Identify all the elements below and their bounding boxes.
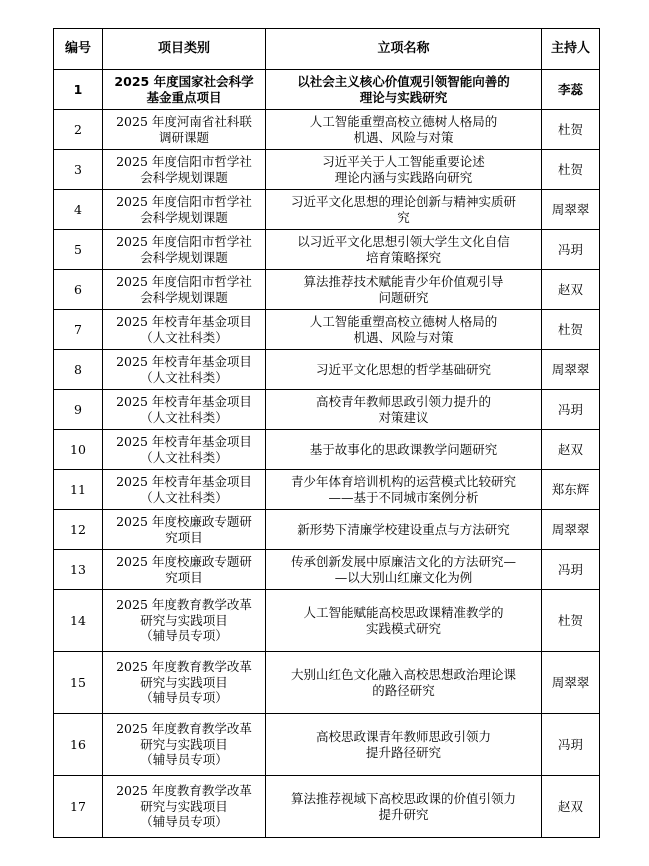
cell-title-line: 实践模式研究 (365, 620, 441, 636)
cell-title-line: 理论内涵与实践路向研究 (334, 169, 473, 185)
cell-category (103, 430, 266, 470)
cell-no: 8 (54, 350, 103, 390)
cell-category-line: 2025 年度校廉政专题研 (116, 554, 252, 569)
table-row (54, 714, 600, 776)
cell-title-line: 提升研究 (378, 806, 429, 822)
cell-title-line: 习近平文化思想的哲学基础研究 (315, 361, 491, 377)
table-row (54, 510, 600, 550)
cell-host: 杜贺 (542, 590, 600, 652)
cell-title-line: 习近平文化思想的理论创新与精神实质研 (290, 194, 516, 209)
cell-category (103, 230, 266, 270)
cell-category-line: 2025 年校青年基金项目 (116, 474, 252, 489)
cell-category-line: 2025 年度校廉政专题研 (116, 514, 252, 529)
cell-host: 杜贺 (542, 150, 600, 190)
cell-category-line: 基金重点项目 (146, 89, 222, 105)
cell-title (266, 150, 542, 190)
cell-no: 12 (54, 510, 103, 550)
cell-no: 17 (54, 776, 103, 838)
cell-title-line: 机遇、风险与对策 (353, 129, 454, 145)
table-row (54, 110, 600, 150)
cell-no: 14 (54, 590, 103, 652)
table-row (54, 270, 600, 310)
cell-no: 2 (54, 110, 103, 150)
cell-title (266, 310, 542, 350)
header-title: 立项名称 (266, 29, 542, 70)
cell-category-line: 究项目 (165, 529, 203, 545)
header-row (54, 29, 600, 70)
cell-host: 杜贺 (542, 110, 600, 150)
header-no: 编号 (54, 29, 103, 70)
cell-category (103, 350, 266, 390)
cell-host: 周翠翠 (542, 190, 600, 230)
cell-title (266, 390, 542, 430)
table-row (54, 230, 600, 270)
cell-title-line: 人工智能赋能高校思政课精准教学的 (303, 605, 504, 620)
cell-category-line: 2025 年校青年基金项目 (116, 314, 252, 329)
table-row (54, 652, 600, 714)
cell-category (103, 776, 266, 838)
projects-table (53, 28, 600, 838)
cell-category-line: 2025 年度信阳市哲学社 (116, 234, 252, 249)
cell-category-line: 2025 年校青年基金项目 (116, 434, 252, 449)
cell-host: 赵双 (542, 776, 600, 838)
table-row (54, 430, 600, 470)
cell-host: 赵双 (542, 270, 600, 310)
cell-category-line: 2025 年度信阳市哲学社 (116, 154, 252, 169)
cell-host: 冯玥 (542, 230, 600, 270)
table-row (54, 470, 600, 510)
cell-category (103, 190, 266, 230)
cell-category-line: 2025 年校青年基金项目 (116, 394, 252, 409)
cell-category-line: （辅导员专项） (140, 690, 228, 706)
cell-title-line: 以习近平文化思想引领大学生文化自信 (297, 234, 510, 249)
cell-category-line: （人文社科类） (140, 409, 228, 425)
cell-category-line: 2025 年度河南省社科联 (116, 114, 252, 129)
cell-title (266, 70, 542, 110)
cell-category-line: 2025 年度国家社会科学 (114, 74, 254, 89)
cell-category (103, 70, 266, 110)
cell-title-line: 算法推荐技术赋能青少年价值观引导 (303, 274, 504, 289)
cell-no: 11 (54, 470, 103, 510)
cell-category-line: 究项目 (165, 569, 203, 585)
cell-title-line: 以社会主义核心价值观引领智能向善的 (297, 74, 510, 89)
cell-category-line: 研究与实践项目 (140, 612, 228, 628)
cell-title-line: 新形势下清廉学校建设重点与方法研究 (297, 521, 510, 537)
cell-category-line: 调研课题 (158, 129, 209, 145)
table-row (54, 590, 600, 652)
cell-title (266, 350, 542, 390)
cell-category-line: （人文社科类） (140, 489, 228, 505)
cell-title (266, 230, 542, 270)
cell-title (266, 190, 542, 230)
cell-no: 4 (54, 190, 103, 230)
cell-no: 3 (54, 150, 103, 190)
cell-category-line: 研究与实践项目 (140, 674, 228, 690)
cell-title-line: 高校思政课青年教师思政引领力 (315, 729, 491, 744)
cell-category-line: 2025 年校青年基金项目 (116, 354, 252, 369)
cell-host: 冯玥 (542, 714, 600, 776)
cell-host: 郑东辉 (542, 470, 600, 510)
cell-no: 1 (54, 70, 103, 110)
table-row (54, 350, 600, 390)
cell-title-line: 的路径研究 (372, 682, 435, 698)
cell-category-line: （辅导员专项） (140, 814, 228, 830)
cell-title-line: 人工智能重塑高校立德树人格局的 (309, 314, 498, 329)
cell-title-line: 究 (397, 209, 410, 225)
table-row (54, 310, 600, 350)
cell-title-line: 习近平关于人工智能重要论述 (322, 154, 485, 169)
cell-category-line: （辅导员专项） (140, 628, 228, 644)
cell-category-line: 2025 年度教育教学改革 (116, 721, 252, 737)
cell-host: 杜贺 (542, 310, 600, 350)
cell-category (103, 550, 266, 590)
cell-title (266, 550, 542, 590)
cell-no: 15 (54, 652, 103, 714)
cell-category (103, 150, 266, 190)
cell-category-line: 2025 年度教育教学改革 (116, 783, 252, 799)
cell-title (266, 110, 542, 150)
table-row (54, 776, 600, 838)
table-row (54, 550, 600, 590)
cell-title (266, 590, 542, 652)
table-row (54, 190, 600, 230)
cell-category-line: 会科学规划课题 (140, 249, 228, 265)
cell-category (103, 270, 266, 310)
cell-category-line: （人文社科类） (140, 449, 228, 465)
cell-category (103, 510, 266, 550)
cell-no: 5 (54, 230, 103, 270)
cell-category-line: 2025 年度教育教学改革 (116, 659, 252, 675)
cell-host: 赵双 (542, 430, 600, 470)
table-row (54, 390, 600, 430)
cell-title (266, 510, 542, 550)
cell-category-line: 2025 年度信阳市哲学社 (116, 194, 252, 209)
cell-host: 李蕊 (542, 70, 600, 110)
cell-no: 6 (54, 270, 103, 310)
cell-title (266, 430, 542, 470)
cell-category-line: （人文社科类） (140, 369, 228, 385)
cell-title-line: 机遇、风险与对策 (353, 329, 454, 345)
cell-title-line: 算法推荐视域下高校思政课的价值引领力 (290, 791, 516, 806)
cell-title-line: 对策建议 (378, 409, 429, 425)
cell-no: 13 (54, 550, 103, 590)
cell-category (103, 714, 266, 776)
cell-title-line: 人工智能重塑高校立德树人格局的 (309, 114, 498, 129)
cell-category-line: 会科学规划课题 (140, 289, 228, 305)
cell-title-line: 青少年体育培训机构的运营模式比较研究 (290, 474, 516, 489)
cell-no: 9 (54, 390, 103, 430)
cell-host: 周翠翠 (542, 652, 600, 714)
cell-title-line: ——基于不同城市案例分析 (328, 489, 479, 505)
cell-title-line: 提升路径研究 (365, 744, 441, 760)
cell-category-line: （辅导员专项） (140, 752, 228, 768)
cell-title (266, 714, 542, 776)
cell-category (103, 390, 266, 430)
cell-title-line: 高校青年教师思政引领力提升的 (315, 394, 491, 409)
cell-title-line: 理论与实践研究 (359, 89, 448, 105)
cell-title-line: —以大别山红廉文化为例 (334, 569, 473, 585)
cell-host: 冯玥 (542, 550, 600, 590)
cell-title-line: 传承创新发展中原廉洁文化的方法研究— (290, 554, 516, 569)
cell-host: 周翠翠 (542, 350, 600, 390)
header-category: 项目类别 (103, 29, 266, 70)
cell-category (103, 470, 266, 510)
header-host: 主持人 (542, 29, 600, 70)
cell-category (103, 110, 266, 150)
cell-category-line: 会科学规划课题 (140, 169, 228, 185)
cell-no: 7 (54, 310, 103, 350)
cell-host: 周翠翠 (542, 510, 600, 550)
cell-host: 冯玥 (542, 390, 600, 430)
cell-category-line: （人文社科类） (140, 329, 228, 345)
table-body (54, 70, 600, 838)
table-row (54, 70, 600, 110)
cell-category (103, 590, 266, 652)
cell-category-line: 研究与实践项目 (140, 798, 228, 814)
cell-title-line: 基于故事化的思政课教学问题研究 (309, 441, 498, 457)
cell-title-line: 大别山红色文化融入高校思想政治理论课 (290, 667, 516, 682)
cell-title (266, 776, 542, 838)
cell-title-line: 问题研究 (378, 289, 429, 305)
cell-title-line: 培育策略探究 (365, 249, 441, 265)
cell-no: 16 (54, 714, 103, 776)
cell-category-line: 研究与实践项目 (140, 736, 228, 752)
cell-category-line: 2025 年度教育教学改革 (116, 597, 252, 613)
cell-category (103, 310, 266, 350)
cell-title (266, 470, 542, 510)
cell-title (266, 270, 542, 310)
cell-category (103, 652, 266, 714)
cell-category-line: 2025 年度信阳市哲学社 (116, 274, 252, 289)
table-row (54, 150, 600, 190)
cell-category-line: 会科学规划课题 (140, 209, 228, 225)
cell-title (266, 652, 542, 714)
cell-no: 10 (54, 430, 103, 470)
